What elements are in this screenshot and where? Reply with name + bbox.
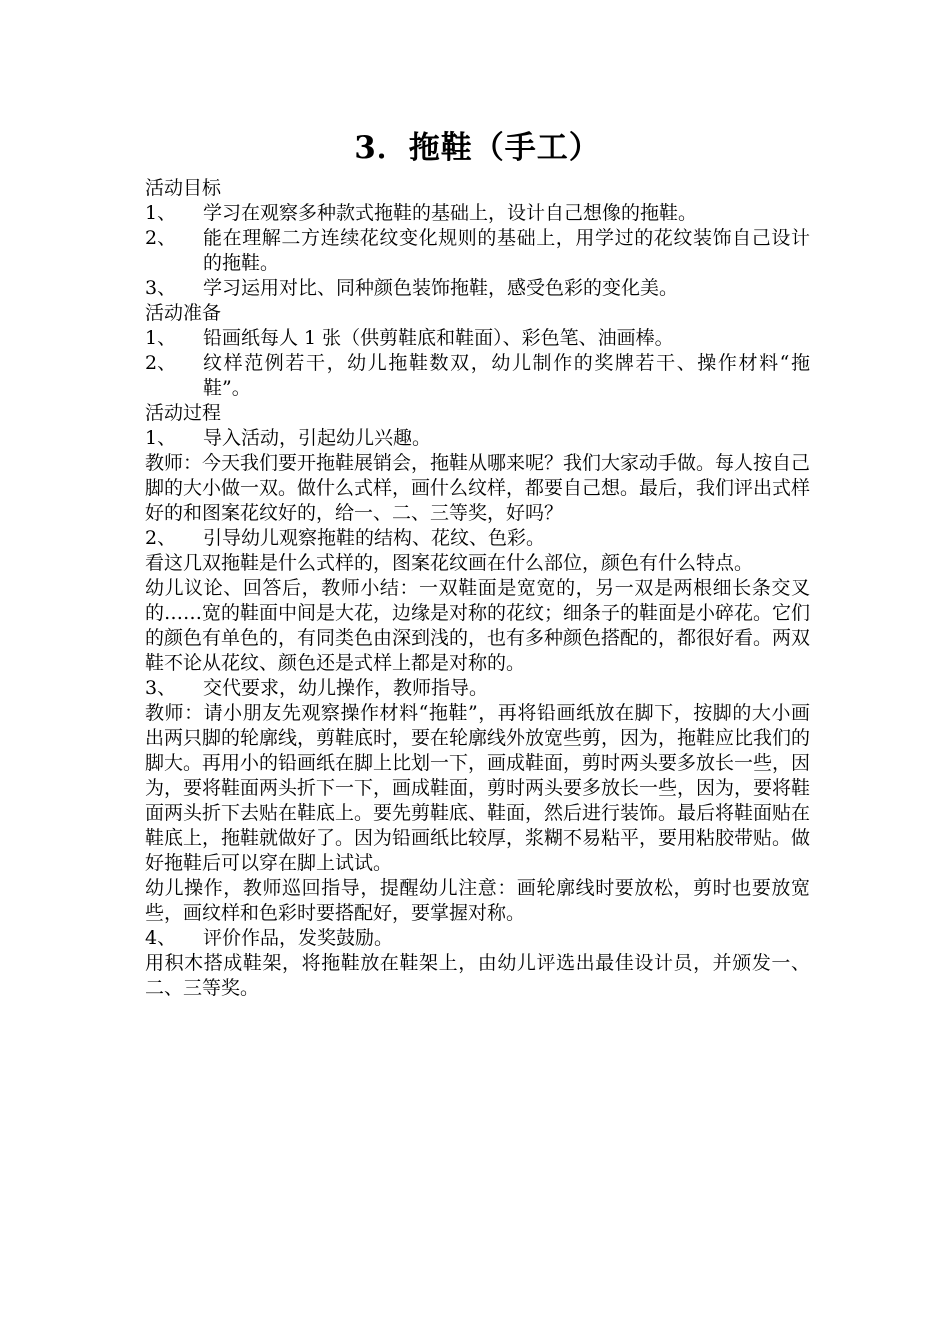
step-number: 4、 [145,927,177,949]
step-text: 导入活动，引起幼儿兴趣。 [203,427,432,449]
step-text: 引导幼儿观察拖鞋的结构、花纹、色彩。 [203,527,546,549]
paragraph: 教师：今天我们要开拖鞋展销会，拖鞋从哪来呢？我们大家动手做。每人按自己脚的大小做一双。做什么式样，画什么纹样，都要自己想。最后，我们评出式样好的和图案花纹好的，给一、二、三等奖，好吗？ [145,452,811,524]
item-text: 纹样范例若干，幼儿拖鞋数双，幼儿制作的奖牌若干、操作材料“拖鞋”。 [203,352,810,399]
item-number: 2、 [145,227,177,249]
step-text: 交代要求，幼儿操作，教师指导。 [203,677,489,699]
item-text: 学习在观察多种款式拖鞋的基础上，设计自己想像的拖鞋。 [203,202,698,224]
paragraph: 用积木搭成鞋架，将拖鞋放在鞋架上，由幼儿评选出最佳设计员，并颁发一、二、三等奖。 [145,952,810,999]
step-item [145,526,810,551]
item-number: 3、 [145,277,177,299]
paragraph: 看这几双拖鞋是什么式样的，图案花纹画在什么部位，颜色有什么特点。 [145,552,754,574]
paragraph: 幼儿议论、回答后，教师小结：一双鞋面是宽宽的，另一双是两根细长条交叉的……宽的鞋面中间是大花，边缘是对称的花纹；细条子的鞋面是小碎花。它们的颜色有单色的，有同类色由深到浅的，也有多种颜色搭配的，都很好看。两双鞋不论从花纹、颜色还是式样上都是对称的。 [145,577,811,674]
list-item [145,276,810,301]
section-heading-goals: 活动目标 [145,177,222,199]
step-item [145,926,810,951]
paragraph: 幼儿操作，教师巡回指导，提醒幼儿注意：画轮廓线时要放松，剪时也要放宽些，画纹样和色彩时要搭配好，要掌握对称。 [145,877,810,924]
step-item [145,426,810,451]
list-item [145,326,810,351]
item-text: 能在理解二方连续花纹变化规则的基础上，用学过的花纹装饰自己设计的拖鞋。 [203,227,810,274]
item-number: 2、 [145,352,177,374]
section-heading-process: 活动过程 [145,402,222,424]
list-item [145,351,810,401]
step-number: 2、 [145,527,177,549]
item-number: 1、 [145,327,177,349]
step-number: 3、 [145,677,177,699]
section-heading-preparation: 活动准备 [145,302,222,324]
item-text: 铅画纸每人 1 张（供剪鞋底和鞋面）、彩色笔、油画棒。 [203,327,674,349]
document-title: 3．拖鞋（手工） [354,130,601,166]
step-text: 评价作品，发奖鼓励。 [203,927,394,949]
step-item [145,676,810,701]
list-item [145,226,810,276]
paragraph: 教师：请小朋友先观察操作材料“拖鞋”，再将铅画纸放在脚下，按脚的大小画出两只脚的轮廓线，剪鞋底时，要在轮廓线外放宽些剪，因为，拖鞋应比我们的脚大。再用小的铅画纸在脚上比划一下，画成鞋面，剪时两头要多放长一些，因为，要将鞋面两头折下一下，画成鞋面，剪时两头要多放长一些，因为，要将鞋面两头折下去贴在鞋底上。要先剪鞋底、鞋面，然后进行装饰。最后将鞋面贴在鞋底上，拖鞋就做好了。因为铅画纸比较厚，浆糊不易粘平，要用粘胶带贴。做好拖鞋后可以穿在脚上试试。 [145,702,811,874]
item-text: 学习运用对比、同种颜色装饰拖鞋，感受色彩的变化美。 [203,277,679,299]
step-number: 1、 [145,427,177,449]
list-item [145,201,810,226]
item-number: 1、 [145,202,177,224]
document-body [145,126,810,1001]
